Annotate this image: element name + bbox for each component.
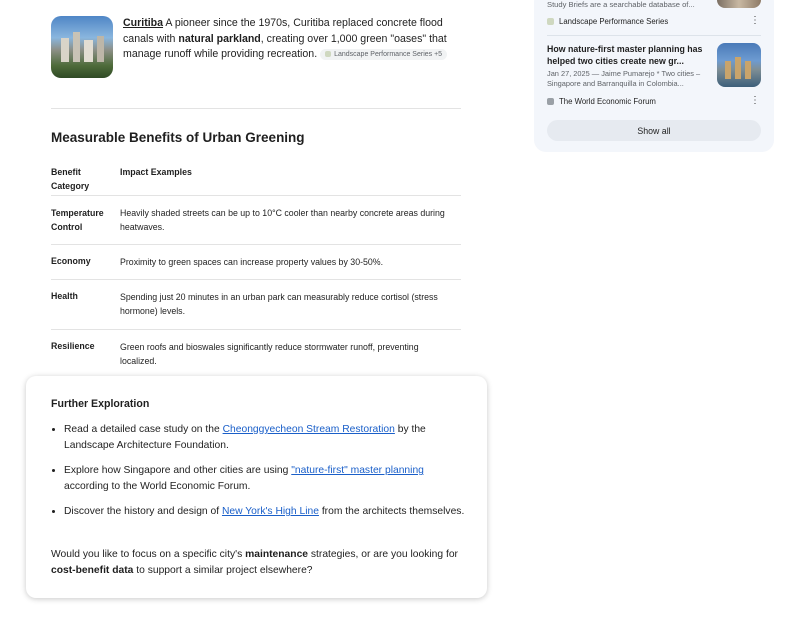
city-card-curitiba (51, 14, 461, 84)
table-header-row (51, 160, 461, 196)
more-options-icon[interactable]: ⋮ (750, 15, 760, 26)
source-name[interactable]: Landscape Performance Series (547, 17, 668, 26)
divider (51, 108, 461, 109)
row-impact: Heavily shaded streets can be up to 10°C cooler than nearby concrete areas during heatwaves. (120, 208, 445, 232)
sources-panel (534, 0, 774, 152)
source-chip[interactable]: Landscape Performance Series +5 (320, 49, 447, 60)
exploration-list (51, 422, 469, 530)
table-row (51, 280, 461, 330)
table-row (51, 196, 461, 245)
further-exploration-card (26, 376, 487, 598)
source-snippet: Study Briefs are a searchable database of... (547, 0, 695, 9)
row-category: Resilience (51, 341, 95, 351)
source-favicon-icon (547, 98, 554, 105)
header-impact-examples: Impact Examples (120, 167, 192, 177)
row-category: Health (51, 291, 78, 301)
high-line-link[interactable]: New York's High Line (221, 506, 319, 517)
table-row (51, 330, 461, 374)
list-item: • Read a detailed case study on the Cheonggyecheon Stream Restoration by the Landscape Architecture Foundation. (64, 422, 469, 453)
section-title: Measurable Benefits of Urban Greening (51, 130, 305, 145)
row-impact: Spending just 20 minutes in an urban park can measurably reduce cortisol (stress hormone) levels. (120, 292, 438, 316)
benefits-table (51, 160, 461, 374)
nature-first-link[interactable]: "nature-first" master planning (291, 465, 424, 476)
curitiba-photo (51, 16, 113, 78)
city-name-link[interactable]: Curitiba (123, 17, 164, 29)
show-all-button[interactable]: Show all (547, 120, 761, 141)
follow-up-question: Would you like to focus on a specific city's maintenance strategies, or are you looking for cost-benefit data to support a similar project elsewhere? (51, 549, 458, 576)
card-title: Further Exploration (51, 398, 150, 410)
more-options-icon[interactable]: ⋮ (750, 95, 760, 106)
row-category: Economy (51, 256, 91, 266)
source-favicon-icon (547, 18, 554, 25)
source-thumbnail (717, 0, 761, 8)
source-name[interactable]: The World Economic Forum (547, 97, 656, 106)
table-row (51, 245, 461, 280)
row-category: Temperature Control (51, 208, 104, 232)
source-favicon-icon (325, 51, 331, 57)
source-title-link[interactable]: How nature-first master planning has helped two cities create new gr... (547, 44, 703, 66)
row-impact: Proximity to green spaces can increase property values by 30-50%. (120, 257, 384, 267)
divider (547, 35, 761, 36)
header-benefit-category: Benefit Category (51, 167, 90, 191)
cheonggyecheon-link[interactable]: Cheonggyecheon Stream Restoration (222, 424, 395, 435)
row-impact: Green roofs and bioswales significantly reduce stormwater runoff, preventing localized. (120, 342, 419, 366)
source-meta: Jan 27, 2025 — Jaime Pumarejo * Two cities – Singapore and Barranquilla in Colombia... (547, 69, 701, 88)
list-item: • Discover the history and design of New York's High Line from the architects themselves. (64, 504, 469, 520)
city-description: Curitiba A pioneer since the 1970s, Curitiba replaced concrete flood canals with natural parkland, creating over 1,000 green "oases" that manage runoff while providing recreation. Landscape Performance Series +5 (123, 17, 447, 60)
source-thumbnail (717, 43, 761, 87)
list-item: • Explore how Singapore and other cities are using "nature-first" master planning according to the World Economic Forum. (64, 463, 469, 494)
